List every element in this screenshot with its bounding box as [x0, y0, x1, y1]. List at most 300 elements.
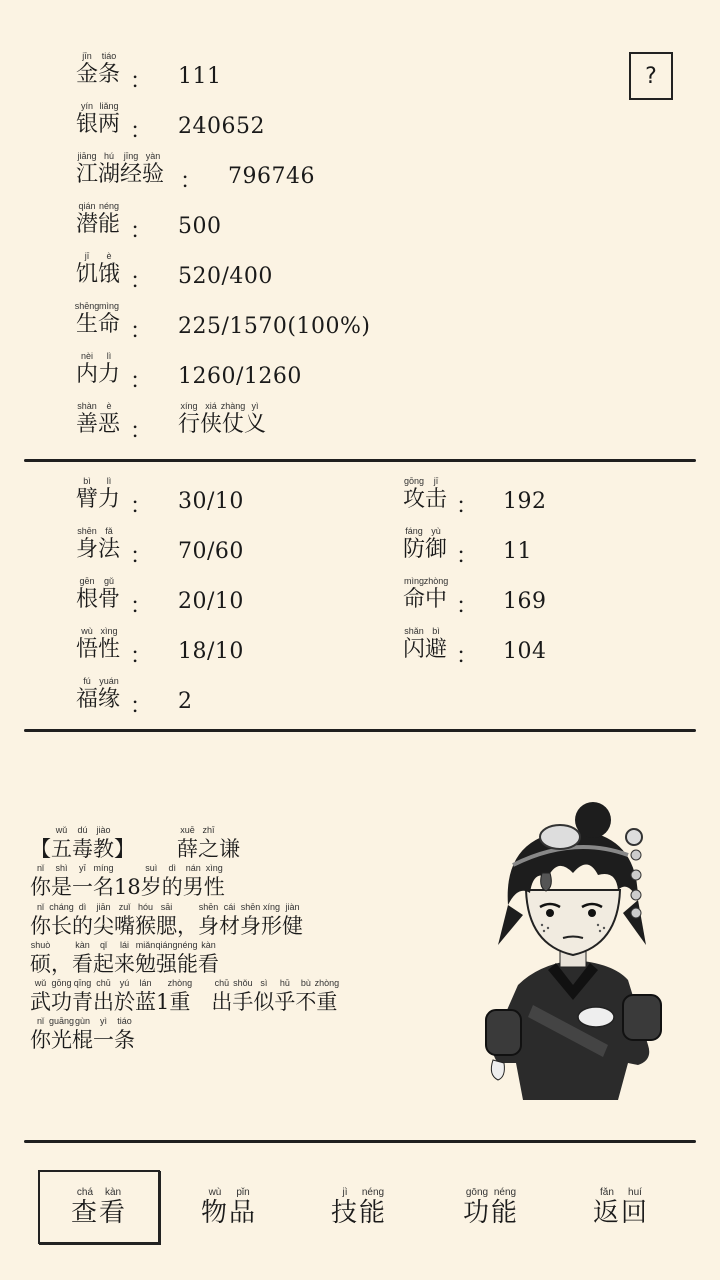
description-line [30, 978, 340, 1015]
hanzi: 福 [76, 687, 99, 712]
pinyin: shēn [198, 902, 219, 912]
ruby-char [177, 940, 198, 977]
pinyin: shēn [240, 902, 261, 912]
ruby-char [93, 902, 114, 939]
colon: ： [456, 544, 479, 569]
ruby-char [425, 526, 447, 563]
hanzi: 健 [282, 914, 303, 938]
ruby-char [30, 940, 51, 977]
hanzi: 一 [72, 875, 93, 899]
ruby-char [232, 978, 253, 1015]
ruby-char [463, 1187, 491, 1228]
ruby-char [282, 902, 303, 939]
pinyin: sì [260, 978, 268, 988]
pinyin: jī [433, 476, 439, 486]
label-text [76, 251, 121, 287]
ruby-char [76, 51, 98, 88]
hanzi: 是 [51, 875, 72, 899]
hanzi: 能 [177, 952, 198, 976]
ruby-char [72, 1016, 93, 1053]
stat-value-jie: 520/400 [178, 264, 273, 289]
hanzi: 起 [93, 952, 114, 976]
hanzi: 击 [425, 487, 448, 512]
combat-label-gongji [403, 476, 447, 513]
ruby-char [142, 151, 164, 188]
ruby-char [244, 401, 266, 438]
pinyin: dì [78, 902, 87, 912]
hanzi: 重 [169, 990, 191, 1014]
ruby-char [76, 676, 98, 713]
pinyin: jīng [123, 151, 139, 161]
hanzi: 根 [76, 587, 99, 612]
label-text [76, 476, 121, 512]
hanzi: 看 [198, 952, 219, 976]
hanzi: 的 [72, 914, 93, 938]
hanzi: 江 [76, 162, 99, 187]
ruby-char [222, 401, 244, 438]
hanzi: 身 [76, 537, 99, 562]
description-text [30, 902, 303, 938]
pinyin: lì [106, 351, 112, 361]
hanzi: 腮 [156, 914, 177, 938]
label-text [403, 476, 448, 512]
pinyin: néng [177, 940, 198, 950]
hanzi: 悟 [76, 637, 99, 662]
pinyin: zhòng [167, 978, 193, 988]
ruby-char [98, 101, 120, 138]
hanzi: 性 [203, 875, 225, 899]
pinyin: shuò [30, 940, 51, 950]
help-button[interactable]: ? [629, 52, 673, 100]
hanzi: 功 [51, 990, 72, 1014]
ruby-char [240, 902, 261, 939]
hanzi: 中 [425, 587, 448, 612]
stat-value-shane [178, 401, 266, 438]
pinyin: cháng [49, 902, 74, 912]
nav-button-skills[interactable] [298, 1170, 420, 1244]
ruby-char [331, 1187, 359, 1228]
hanzi: 五 [51, 837, 72, 861]
ruby-char [198, 902, 219, 939]
pinyin: zhòng [423, 576, 449, 586]
hanzi: 法 [98, 537, 121, 562]
pinyin: qián [78, 201, 96, 211]
ruby-char [93, 978, 114, 1015]
nav-button-back[interactable] [560, 1170, 682, 1244]
nav-button-view[interactable] [38, 1170, 160, 1244]
ruby-char [403, 526, 425, 563]
nav-button-functions[interactable] [430, 1170, 552, 1244]
hanzi: 1 [156, 990, 170, 1014]
hanzi: 青 [72, 990, 93, 1014]
pinyin: gēn [79, 576, 95, 586]
label-text [76, 201, 121, 237]
description-line [30, 940, 219, 977]
description-line [30, 863, 225, 900]
pinyin: yù [431, 526, 441, 536]
colon: ： [456, 594, 479, 619]
pinyin: zhòng [314, 978, 340, 988]
ruby-char [114, 825, 135, 862]
label-text [76, 401, 121, 437]
ruby-char [51, 902, 72, 939]
attr-value-gengu: 20/10 [178, 589, 244, 614]
ruby-char [98, 676, 120, 713]
ruby-char [135, 940, 156, 977]
hanzi [156, 836, 177, 862]
hanzi: 形 [261, 914, 282, 938]
colon: ： [130, 69, 153, 94]
hanzi: 行 [178, 412, 201, 437]
hanzi: 光 [51, 1028, 72, 1052]
colon: ： [130, 694, 153, 719]
pinyin: fǎn [600, 1186, 614, 1198]
label-text [403, 526, 448, 562]
ruby-char [98, 351, 120, 388]
ruby-char [98, 626, 120, 663]
ruby-char [72, 863, 93, 900]
combat-value-shanbi: 104 [503, 639, 547, 664]
pinyin: kàn [201, 940, 216, 950]
ruby-char [93, 1016, 114, 1053]
attr-label-gengu [76, 576, 120, 613]
hanzi: 能 [491, 1197, 520, 1228]
ruby-char [76, 476, 98, 513]
hanzi: 湖 [98, 162, 121, 187]
hanzi [190, 989, 211, 1015]
label-text [76, 526, 121, 562]
label-text [403, 626, 448, 662]
pinyin: yì [251, 401, 259, 411]
label-text [403, 576, 449, 612]
stat-label-qianneng [76, 201, 120, 238]
pinyin: qǐ [99, 940, 108, 950]
hanzi: 来 [114, 952, 135, 976]
pinyin: xuē [180, 825, 195, 835]
description-text [30, 1016, 135, 1052]
pinyin: lái [119, 940, 130, 950]
pinyin: wù [81, 626, 93, 636]
ruby-char [229, 1187, 257, 1228]
stat-value-qianneng: 500 [178, 214, 222, 239]
ruby-char [30, 978, 51, 1015]
nav-label [201, 1187, 257, 1228]
hanzi: 饥 [76, 262, 99, 287]
hanzi: 闪 [403, 637, 426, 662]
hanzi: 勉 [135, 952, 156, 976]
ruby-char [135, 978, 156, 1015]
ruby-char [314, 978, 340, 1015]
ruby-char [403, 476, 425, 513]
pinyin: nèi [80, 351, 94, 361]
pinyin: xìng [100, 626, 118, 636]
hanzi: 仗 [222, 412, 245, 437]
ruby-char [211, 978, 232, 1015]
hanzi: 防 [403, 537, 426, 562]
stat-value-neili: 1260/1260 [178, 364, 302, 389]
ruby-char [167, 978, 193, 1015]
ruby-char [200, 401, 222, 438]
hanzi: 身 [240, 914, 261, 938]
combat-value-mingzhong: 169 [503, 589, 547, 614]
stat-value-yinliang: 240652 [178, 114, 265, 139]
colon: ： [456, 644, 479, 669]
pinyin: zuǐ [118, 902, 131, 912]
description-text [30, 940, 219, 976]
hanzi: 经 [120, 162, 143, 187]
pinyin: gǔ [104, 576, 115, 586]
ruby-char [219, 902, 240, 939]
ruby-char [198, 940, 219, 977]
pinyin: huí [628, 1186, 642, 1198]
pinyin: xìng [205, 863, 223, 873]
pinyin: kàn [75, 940, 90, 950]
combat-label-mingzhong [403, 576, 447, 613]
hanzi: 力 [98, 487, 121, 512]
hanzi: ， [51, 952, 72, 976]
ruby-char [425, 626, 447, 663]
description-line [30, 902, 303, 939]
ruby-char [76, 301, 98, 338]
nav-label [463, 1187, 519, 1228]
pinyin: xíng [180, 401, 198, 411]
hanzi: 硕 [30, 952, 51, 976]
pinyin: gōng [465, 1186, 489, 1198]
hanzi: 的 [161, 875, 183, 899]
label-text [76, 676, 121, 712]
pinyin: lán [139, 978, 152, 988]
hanzi: 你 [30, 914, 51, 938]
pinyin: è [106, 251, 112, 261]
ruby-char [76, 401, 98, 438]
ruby-char [98, 401, 120, 438]
pinyin: nǐ [36, 1016, 45, 1026]
pinyin: nǐ [36, 863, 45, 873]
ruby-char [403, 626, 425, 663]
hanzi: 男 [182, 875, 204, 899]
pinyin: fáng [405, 526, 423, 536]
pinyin: hū [279, 978, 290, 988]
description-text [30, 978, 340, 1014]
colon: ： [130, 644, 153, 669]
pinyin: tiáo [117, 1016, 132, 1026]
pinyin: guāng [48, 1016, 75, 1026]
ruby-char [76, 251, 98, 288]
hanzi: 能 [359, 1197, 388, 1228]
ruby-char [76, 201, 98, 238]
hanzi: 之 [198, 837, 219, 861]
pinyin: fú [83, 676, 91, 686]
pinyin: fǎ [105, 526, 113, 536]
hanzi: 金 [76, 62, 99, 87]
ruby-char [253, 978, 274, 1015]
ruby-char [219, 825, 240, 862]
ruby-char [72, 825, 93, 862]
attr-label-wuxing [76, 626, 120, 663]
divider-middle [24, 729, 696, 732]
pinyin: gōng [403, 476, 425, 486]
pinyin: suì [145, 863, 158, 873]
attr-value-wuxing: 18/10 [178, 639, 244, 664]
hanzi: 毒 [72, 837, 93, 861]
ruby-char [30, 902, 51, 939]
hanzi: 尖 [93, 914, 114, 938]
ruby-char [98, 301, 120, 338]
colon: ： [130, 494, 153, 519]
pinyin: lì [106, 476, 112, 486]
hanzi: 查 [70, 1197, 99, 1228]
hanzi: 身 [198, 914, 219, 938]
pinyin: yì [99, 1016, 108, 1026]
hanzi: 18 [114, 875, 141, 899]
ruby-char [156, 902, 177, 939]
nav-label [71, 1187, 127, 1228]
ruby-char [198, 825, 219, 862]
divider-top [24, 459, 696, 462]
hanzi: 出 [211, 990, 233, 1014]
pinyin: wǔ [34, 978, 47, 988]
hanzi: 【 [30, 837, 51, 861]
pinyin: kàn [104, 1186, 122, 1198]
pinyin: jiàn [285, 902, 300, 912]
colon: ： [130, 119, 153, 144]
hanzi: 能 [98, 212, 121, 237]
hanzi: 条 [98, 62, 121, 87]
hanzi: 善 [76, 412, 99, 437]
nav-button-items[interactable] [168, 1170, 290, 1244]
hanzi: 银 [76, 112, 99, 137]
pinyin: yín [80, 101, 94, 111]
hanzi: 材 [219, 914, 240, 938]
stat-label-neili [76, 351, 120, 388]
colon: ： [130, 544, 153, 569]
pinyin: qīng [73, 978, 92, 988]
hanzi: 骨 [98, 587, 121, 612]
ruby-char [403, 576, 425, 613]
description-text [30, 825, 240, 861]
ruby-char [162, 863, 183, 900]
hanzi: 】 [114, 837, 135, 861]
pinyin: jiān [96, 902, 111, 912]
label-text [74, 301, 121, 337]
ruby-char [621, 1187, 649, 1228]
hanzi: 缘 [98, 687, 121, 712]
hanzi: 恶 [98, 412, 121, 437]
ruby-char [183, 863, 204, 900]
ruby-char [76, 151, 98, 188]
divider-bottom [24, 1140, 696, 1143]
attr-value-bili: 30/10 [178, 489, 244, 514]
pinyin: liǎng [99, 101, 119, 111]
pinyin: wù [208, 1186, 222, 1198]
pinyin: gōng [51, 978, 72, 988]
attr-label-shenfa [76, 526, 120, 563]
attr-label-fuyuan [76, 676, 120, 713]
description-line [30, 1016, 135, 1053]
colon: ： [180, 169, 203, 194]
pinyin: gùn [74, 1016, 91, 1026]
pinyin: xiá [205, 401, 217, 411]
stat-value-jintiao: 111 [178, 64, 222, 89]
pinyin: bì [432, 626, 440, 636]
ruby-char [72, 940, 93, 977]
hanzi: 力 [98, 362, 121, 387]
hanzi: 岁 [140, 875, 162, 899]
ruby-char [98, 476, 120, 513]
hanzi: 谦 [219, 837, 240, 861]
ruby-char [201, 1187, 229, 1228]
colon: ： [456, 494, 479, 519]
pinyin: bù [300, 978, 311, 988]
ruby-char [114, 1016, 135, 1053]
nav-label [331, 1187, 387, 1228]
pinyin: shǎn [404, 626, 424, 636]
hanzi: 臂 [76, 487, 99, 512]
label-text [76, 626, 121, 662]
hanzi: 不 [295, 990, 317, 1014]
hanzi: 你 [30, 1028, 51, 1052]
hanzi: 性 [98, 637, 121, 662]
pinyin: dì [168, 863, 176, 873]
label-text [76, 576, 121, 612]
pinyin: néng [361, 1186, 385, 1198]
attr-label-bili [76, 476, 120, 513]
hanzi: 手 [232, 990, 254, 1014]
description-text [30, 863, 225, 899]
ruby-char [51, 863, 72, 900]
hanzi: 功 [462, 1197, 491, 1228]
colon: ： [130, 219, 153, 244]
hanzi: 名 [93, 875, 114, 899]
hanzi: 强 [156, 952, 177, 976]
pinyin: hú [104, 151, 115, 161]
pinyin: jīn [82, 51, 92, 61]
stat-label-jie [76, 251, 120, 288]
ruby-char [120, 151, 142, 188]
pinyin: shēng [74, 301, 100, 311]
hanzi: 你 [30, 875, 51, 899]
ruby-char [76, 351, 98, 388]
hanzi: 潜 [76, 212, 99, 237]
hanzi: 看 [72, 952, 93, 976]
hanzi: 一 [93, 1028, 114, 1052]
ruby-char [72, 902, 93, 939]
attr-value-fuyuan: 2 [178, 689, 193, 714]
ruby-char [295, 978, 316, 1015]
pinyin: shēn [77, 526, 97, 536]
hanzi: 饿 [98, 262, 121, 287]
stat-label-shane [76, 401, 120, 438]
combat-label-fangyu [403, 526, 447, 563]
ruby-char [98, 526, 120, 563]
pinyin: mìng [403, 576, 425, 586]
pinyin: jì [342, 1186, 348, 1198]
ruby-char [71, 1187, 99, 1228]
ruby-char [93, 863, 114, 900]
ruby-char [98, 201, 120, 238]
ruby-char [141, 863, 162, 900]
pinyin: néng [493, 1186, 517, 1198]
stat-label-yinliang [76, 101, 120, 138]
hanzi: 避 [425, 637, 448, 662]
ruby-char [491, 1187, 519, 1228]
pinyin: dú [77, 825, 88, 835]
pinyin: mìng [99, 301, 120, 311]
ruby-char [190, 978, 211, 1015]
description-line [30, 825, 240, 862]
hanzi: 侠 [200, 412, 223, 437]
colon: ： [130, 369, 153, 394]
